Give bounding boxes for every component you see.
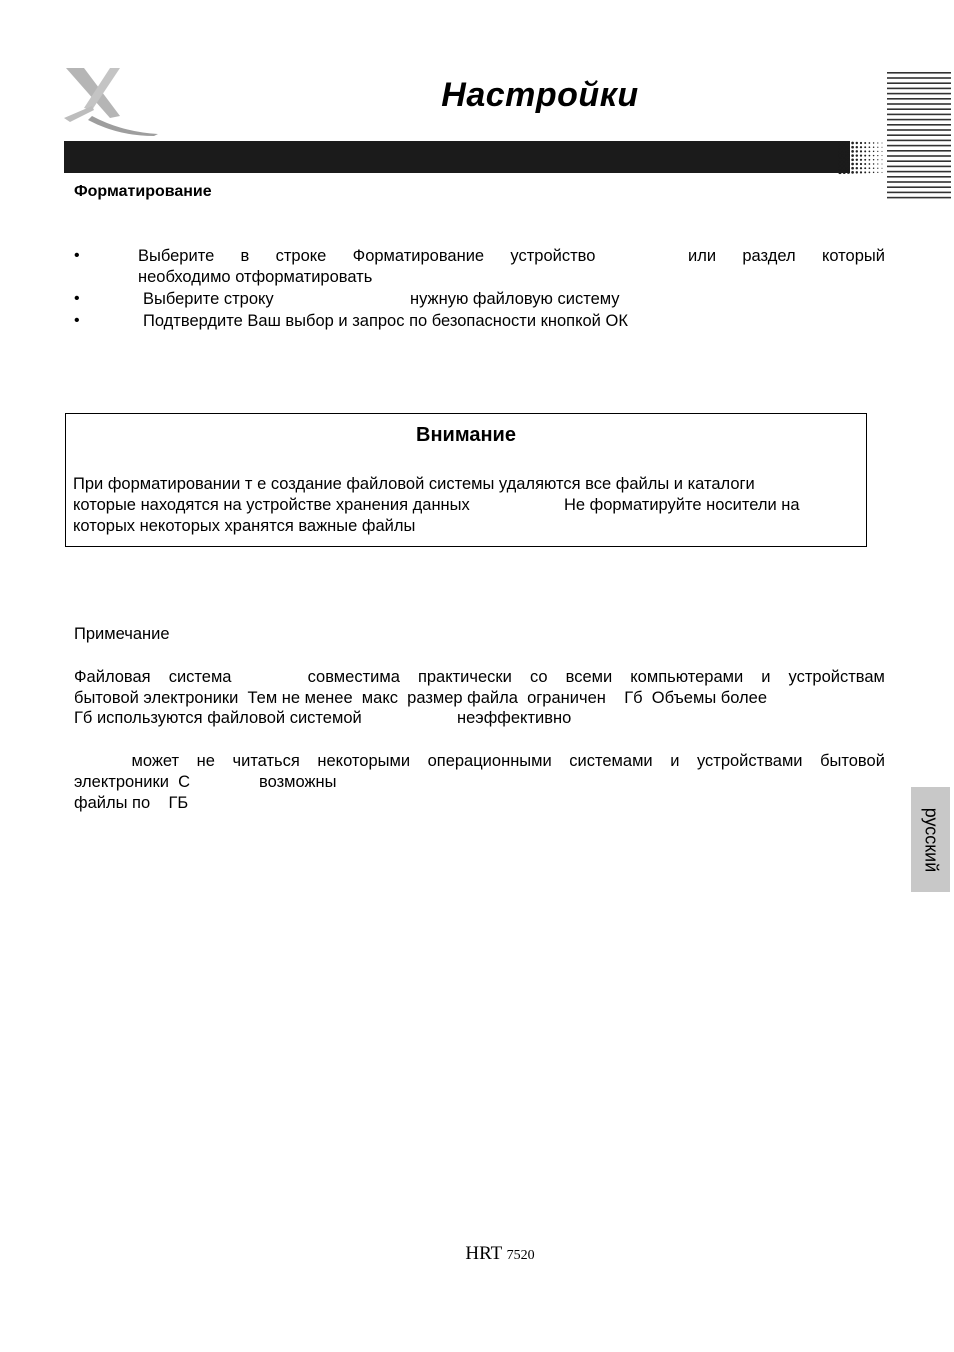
word: [250, 668, 290, 687]
halftone-dot: [869, 172, 871, 174]
word: система: [168, 668, 232, 686]
halftone-dot: [851, 158, 854, 161]
halftone-dot: [856, 171, 858, 173]
halftone-dot: [873, 167, 874, 168]
halftone-dot: [873, 151, 874, 152]
halftone-dot: [847, 142, 850, 145]
stripe-line: [887, 98, 951, 100]
word: не: [196, 752, 215, 770]
bullet-2-text-a: Выберите строку: [143, 290, 274, 308]
language-tab[interactable]: [911, 787, 950, 892]
halftone-dot: [877, 155, 878, 156]
halftone-dot: [877, 172, 878, 173]
word: раздел: [742, 247, 796, 265]
page-title: Настройки: [441, 76, 639, 114]
halftone-dot: [882, 143, 883, 144]
footer-model: [0, 1243, 954, 1265]
footer-model-number: 7520: [506, 1248, 535, 1263]
halftone-dot: [869, 151, 871, 153]
halftone-dot: [873, 146, 874, 147]
halftone-dot: [838, 154, 841, 157]
bullet-2-text-b: нужную файловую систему: [410, 290, 620, 308]
stripe-line: [887, 186, 951, 188]
word: совместима: [307, 668, 400, 686]
halftone-dot: [877, 159, 878, 160]
halftone-dot: [838, 171, 841, 174]
halftone-dot: [877, 151, 878, 152]
footer-model-name: HRT: [465, 1243, 502, 1264]
halftone-dot: [843, 141, 846, 144]
stripe-line: [887, 145, 951, 147]
word: в: [240, 247, 250, 265]
halftone-dot: [856, 142, 858, 144]
bullet-1-line-2: необходимо отформатировать: [138, 268, 373, 286]
word: который: [821, 247, 885, 265]
stripes-decoration: [887, 72, 951, 200]
halftone-dot: [843, 171, 846, 174]
halftone-dot: [843, 167, 846, 170]
bullet-3-text: Подтвердите Ваш выбор и запрос по безопасности кнопкой ОК: [143, 312, 628, 330]
halftone-dot: [882, 159, 883, 160]
halftone-dot: [847, 154, 850, 157]
note-title: Примечание: [74, 625, 170, 643]
stripe-line: [887, 197, 951, 199]
halftone-dot: [860, 150, 862, 152]
halftone-dot: [873, 159, 874, 160]
stripe-line: [887, 72, 951, 74]
word: со: [529, 668, 548, 686]
stripe-line: [887, 140, 951, 142]
stripe-line: [887, 192, 951, 194]
section-title: Форматирование: [74, 183, 212, 200]
halftone-dot: [860, 146, 862, 148]
halftone-dot: [838, 162, 841, 165]
halftone-dot: [847, 146, 850, 149]
bullet-marker: •: [74, 312, 80, 329]
warning-line-2b: Не форматируйте носители на: [564, 496, 800, 514]
halftone-dot: [851, 146, 854, 149]
bullet-1-line-1: [138, 247, 885, 266]
halftone-dot: [864, 171, 866, 173]
halftone-dot: [843, 150, 846, 153]
halftone-dot: [847, 150, 850, 153]
note-p1-line-3b: неэффективно: [457, 709, 572, 727]
halftone-dot: [873, 172, 874, 173]
halftone-dot: [847, 163, 850, 166]
halftone-dot: [860, 163, 862, 165]
halftone-dot: [864, 155, 866, 157]
bullet-marker: •: [74, 290, 80, 307]
halftone-dot: [851, 163, 854, 166]
stripe-line: [887, 155, 951, 157]
halftone-decoration: [838, 141, 884, 175]
halftone-dot: [856, 167, 858, 169]
word: устройство: [510, 247, 596, 265]
stripe-line: [887, 129, 951, 131]
halftone-dot: [847, 158, 850, 161]
word: системами: [569, 752, 653, 770]
stripe-line: [887, 119, 951, 121]
halftone-dot: [877, 163, 878, 164]
word: Файловая: [74, 668, 151, 686]
halftone-dot: [843, 146, 846, 149]
word: устройствами: [696, 752, 803, 770]
halftone-dot: [838, 150, 841, 153]
halftone-dot: [864, 163, 866, 165]
halftone-dot: [864, 142, 866, 144]
halftone-dot: [873, 155, 874, 156]
warning-box: [65, 413, 867, 547]
word: [622, 247, 662, 266]
halftone-dot: [869, 155, 871, 157]
halftone-dot: [856, 150, 858, 152]
stripe-line: [887, 134, 951, 136]
halftone-dot: [838, 146, 841, 149]
word: строке: [275, 247, 327, 265]
word: [74, 752, 114, 771]
halftone-dot: [851, 167, 854, 170]
halftone-dot: [843, 158, 846, 161]
halftone-dot: [860, 155, 862, 157]
halftone-dot: [869, 142, 871, 144]
stripe-line: [887, 114, 951, 116]
halftone-dot: [838, 141, 841, 144]
stripe-line: [887, 176, 951, 178]
halftone-dot: [864, 150, 866, 152]
halftone-dot: [860, 171, 862, 173]
stripe-line: [887, 77, 951, 79]
halftone-dot: [882, 172, 883, 173]
halftone-dot: [877, 142, 878, 143]
halftone-dot: [860, 142, 862, 144]
note-p2-line-1: [74, 752, 885, 771]
halftone-dot: [843, 154, 846, 157]
halftone-dot: [869, 163, 871, 165]
word: или: [688, 247, 717, 265]
halftone-dot: [847, 167, 850, 170]
bullet-marker: •: [74, 247, 80, 264]
stripe-line: [887, 82, 951, 84]
word: устройствам: [788, 668, 885, 686]
note-p1-line-1: [74, 668, 885, 687]
halftone-dot: [851, 142, 854, 145]
halftone-dot: [873, 142, 874, 143]
word: всеми: [565, 668, 613, 686]
halftone-dot: [838, 158, 841, 161]
word: операционными: [427, 752, 552, 770]
stripe-line: [887, 103, 951, 105]
header-bar: [64, 141, 850, 173]
halftone-dot: [869, 146, 871, 148]
note-p1-line-2: бытовой электроники Тем не менее макс размер файла ограничен Гб Объемы более: [74, 689, 768, 707]
halftone-dot: [864, 167, 866, 169]
word: некоторыми: [317, 752, 411, 770]
halftone-dot: [851, 150, 854, 153]
warning-line-2a: которые находятся на устройстве хранения данных: [73, 496, 470, 514]
stripe-line: [887, 108, 951, 110]
halftone-dot: [864, 159, 866, 161]
note-p2-line-2b: возможны: [259, 773, 337, 791]
halftone-dot: [856, 159, 858, 161]
halftone-dot: [856, 154, 858, 156]
stripe-line: [887, 88, 951, 90]
halftone-dot: [877, 168, 878, 169]
halftone-dot: [882, 147, 883, 148]
word: практически: [417, 668, 512, 686]
note-p2-line-2a: электроники С: [74, 773, 191, 791]
stripe-line: [887, 166, 951, 168]
halftone-dot: [856, 146, 858, 148]
warning-line-3: которых некоторых хранятся важные файлы: [73, 517, 416, 535]
halftone-dot: [838, 167, 841, 170]
stripe-line: [887, 124, 951, 126]
warning-title: Внимание: [416, 424, 516, 446]
note-p1-line-3a: Гб используются файловой системой: [74, 709, 362, 727]
note-p2-line-3: файлы по ГБ: [74, 794, 189, 812]
halftone-dot: [860, 167, 862, 169]
word: читаться: [232, 752, 300, 770]
halftone-dot: [877, 147, 878, 148]
word: и: [670, 752, 680, 770]
halftone-dot: [864, 146, 866, 148]
word: компьютерами: [630, 668, 744, 686]
word: Выберите: [138, 247, 215, 265]
halftone-dot: [882, 155, 883, 156]
warning-line-1: При форматировании т е создание файловой системы удаляются все файлы и каталоги: [73, 475, 755, 493]
halftone-dot: [882, 151, 883, 152]
stripe-line: [887, 181, 951, 183]
stripe-line: [887, 160, 951, 162]
word: может: [131, 752, 180, 770]
halftone-dot: [882, 168, 883, 169]
word: бытовой: [820, 752, 885, 770]
stripe-line: [887, 150, 951, 152]
halftone-dot: [843, 162, 846, 165]
halftone-dot: [856, 163, 858, 165]
word: Форматирование: [352, 247, 485, 265]
stripe-line: [887, 93, 951, 95]
halftone-dot: [851, 171, 854, 174]
word: и: [761, 668, 771, 686]
halftone-dot: [873, 163, 874, 164]
halftone-dot: [869, 167, 871, 169]
language-label: русский: [921, 807, 941, 872]
halftone-dot: [847, 171, 850, 174]
halftone-dot: [851, 154, 854, 157]
stripe-line: [887, 171, 951, 173]
halftone-dot: [869, 159, 871, 161]
halftone-dot: [882, 164, 883, 165]
halftone-dot: [860, 159, 862, 161]
